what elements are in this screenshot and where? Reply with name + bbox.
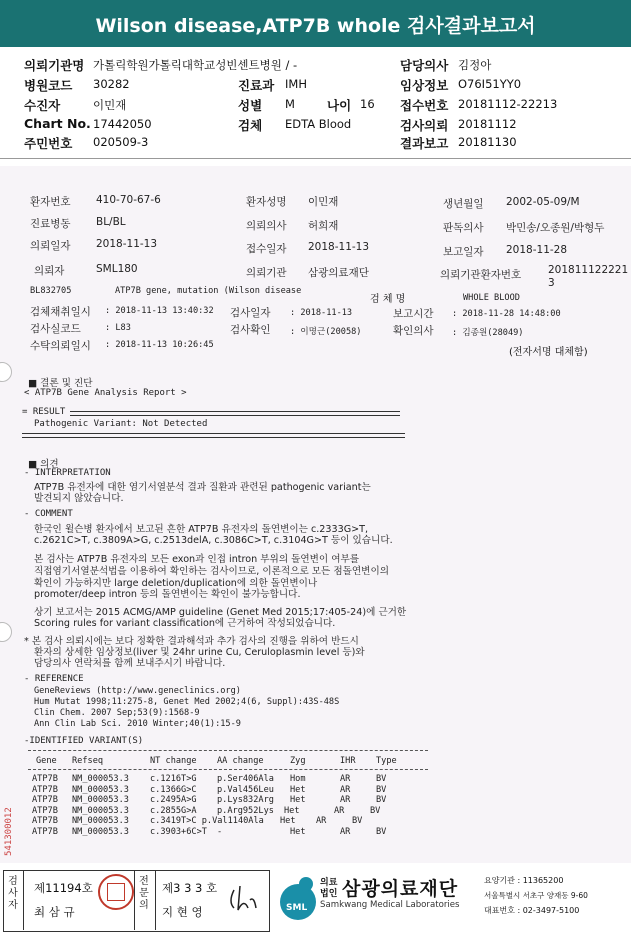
report-title: Wilson disease,ATP7B whole 검사결과보고서 <box>95 15 536 37</box>
header-value-dept: IMH <box>285 77 307 91</box>
scan-label-report-date: 보고일자 <box>443 246 484 258</box>
variant-cell: Het <box>290 827 306 837</box>
header-field-age: 나이 <box>327 98 352 113</box>
variant-cell: AR <box>340 795 351 806</box>
comment-line-6: promoter/deep intron 등의 돌연변이는 확인이 불가능합니다. <box>34 589 301 600</box>
header-value-hospital-code: 30282 <box>93 77 130 91</box>
org-name-english: Samkwang Medical Laboratories <box>320 900 460 910</box>
variant-cell: Het <box>280 816 296 827</box>
header-value-receipt-no: 20181112-22213 <box>458 97 558 111</box>
header-divider <box>0 158 631 159</box>
tester-name: 최 삼 규 <box>34 905 75 919</box>
comment-line-9: * 본 검사 의뢰시에는 보다 정확한 결과해석과 추가 검사의 진행을 위하여 반드시 <box>24 636 359 647</box>
scan-label-requester: 의뢰자 <box>34 265 65 277</box>
result-label: = RESULT <box>22 407 66 417</box>
interpretation-heading: - INTERPRETATION <box>24 468 111 478</box>
header-field-report-date: 결과보고 <box>400 136 449 151</box>
variants-header-cell: NT change <box>150 756 197 766</box>
variant-cell: p.Ser406Ala <box>217 774 274 784</box>
variant-cell: c.1216T>G <box>150 774 197 784</box>
variant-cell: c.3903+6C>T <box>150 827 207 837</box>
scan-label-report-time: 보고시간 <box>393 308 434 320</box>
comment-line-5: 확인이 가능하지만 large deletion/duplication에 의한 돌연변이나 <box>34 578 318 589</box>
variants-rule-header <box>28 769 428 770</box>
scan-value-req-doctor: 허희재 <box>308 220 339 232</box>
variant-cell: Hom <box>290 774 306 784</box>
scan-esign-note: (전자서명 대체함) <box>509 347 588 358</box>
scan-value-lab-code: : L83 <box>105 323 131 333</box>
variant-cell: - <box>217 827 223 837</box>
scan-value-collect-time: : 2018-11-13 13:40:32 <box>105 306 214 316</box>
scan-value-ward: BL/BL <box>96 216 126 228</box>
scan-value-req-date: 2018-11-13 <box>96 238 158 250</box>
variant-cell: c.2495A>G <box>150 795 197 806</box>
scan-label-patient-name: 환자성명 <box>246 196 287 208</box>
header-value-chart-no: 17442050 <box>93 117 152 131</box>
scan-label-confirm-doctor: 확인의사 <box>393 325 434 337</box>
official-seal-stamp <box>98 874 134 910</box>
scan-label-institution: 의뢰기관 <box>246 267 287 279</box>
variant-cell: AR <box>334 805 345 816</box>
variant-cell: BV <box>376 784 387 795</box>
scan-value-inst-patient-no-2: 3 <box>548 277 555 289</box>
variant-cell: NM_000053.3 <box>72 795 129 806</box>
variant-cell: NM_000053.3 <box>72 827 129 837</box>
variant-cell: Het <box>290 795 306 806</box>
identified-variants-heading: -IDENTIFIED VARIANT(S) <box>24 736 144 746</box>
specialist-license: 제3 3 3 호 <box>162 881 218 895</box>
punch-hole <box>0 622 12 642</box>
reference-2: Hum Mutat 1998;11:275-8, Genet Med 2002;4(6, Suppl):43S-48S <box>34 697 340 707</box>
scan-label-test-date: 검사일자 <box>230 307 271 319</box>
scan-value-receive-time: : 2018-11-13 10:26:45 <box>105 340 214 350</box>
comment-line-2: c.2621C>T, c.3809A>G, c.2513delA, c.3086C>T, c.3104G>T 등이 있습니다. <box>34 535 393 546</box>
scan-label-specimen: 검 체 명 <box>370 294 406 305</box>
header-field-institution: 의뢰기관명 <box>24 58 85 73</box>
variant-cell: c.3419T>C p.Val1140Ala <box>150 816 264 827</box>
variant-cell: Het <box>284 805 300 816</box>
header-field-receipt-no: 접수번호 <box>400 98 449 113</box>
header-value-institution: 가톨릭학원가톨릭대학교성빈센트병원 / - <box>93 58 298 72</box>
report-footer <box>0 868 631 935</box>
header-value-doctor: 김정아 <box>458 58 492 72</box>
variants-header-cell: Type <box>376 756 397 766</box>
variant-cell: c.1366G>C <box>150 784 197 795</box>
header-value-age: 16 <box>360 97 375 111</box>
scan-value-report-time: : 2018-11-28 14:48:00 <box>452 309 561 319</box>
reference-3: Clin Chem. 2007 Sep;53(9):1568-9 <box>34 708 200 718</box>
report-heading: < ATP7B Gene Analysis Report > <box>24 388 187 398</box>
header-field-chart-no: Chart No. <box>24 116 91 131</box>
scan-value-patient-id: 410-70-67-6 <box>96 194 161 206</box>
reference-1: GeneReviews (http://www.geneclinics.org) <box>34 686 241 696</box>
comment-line-4: 직접염기서열분석법을 이용하여 확인하는 검사이므로, 이론적으로 모든 점돌연변이의 <box>34 566 389 577</box>
handwritten-signature <box>226 882 262 914</box>
header-field-specimen: 검체 <box>238 118 263 133</box>
variant-cell: ATP7B <box>32 805 58 816</box>
header-value-clinical-info: O76I51YY0 <box>458 77 522 91</box>
scan-value-institution: 삼광의료재단 <box>308 267 369 279</box>
header-value-report-date: 20181130 <box>458 135 517 149</box>
section-conclusion: ■ 결론 및 진단 <box>28 378 93 389</box>
result-rule <box>70 411 400 416</box>
header-field-dept: 진료과 <box>238 78 275 93</box>
header-value-patient: 이민재 <box>93 98 127 112</box>
variant-cell: AR <box>340 827 351 837</box>
header-field-clinical-info: 임상정보 <box>400 78 449 93</box>
reference-heading: - REFERENCE <box>24 674 84 684</box>
tester-license: 제11194호 <box>34 881 93 895</box>
scan-value-test-date: : 2018-11-13 <box>290 308 353 318</box>
result-rule-bottom <box>22 433 405 438</box>
variant-cell: BV <box>376 827 387 837</box>
svg-text:SML: SML <box>286 903 308 913</box>
result-text: Pathogenic Variant: Not Detected <box>34 419 208 429</box>
comment-line-3: 본 검사는 ATP7B 유전자의 모든 exon과 인접 intron 부위의 돌연변이 여부를 <box>34 554 360 565</box>
org-address: 서울특별시 서초구 양재동 9-60 <box>484 891 588 900</box>
scan-test-name: ATP7B gene, mutation (Wilson disease <box>115 286 302 296</box>
variant-cell: AR <box>340 774 351 784</box>
sml-logo-icon <box>272 872 322 924</box>
comment-line-8: Scoring rules for variant classification에 근거하여 작성되었습니다. <box>34 618 336 629</box>
comment-heading: - COMMENT <box>24 509 73 519</box>
variants-header-cell: AA change <box>217 756 264 766</box>
variants-header-cell: Zyg <box>290 756 306 766</box>
header-value-resident-no: 020509-3 <box>93 135 149 149</box>
side-serial-number: 541300012 <box>4 807 14 856</box>
header-field-request-date: 검사의뢰 <box>400 118 449 133</box>
scan-label-test-confirm: 검사확인 <box>230 324 271 336</box>
interpretation-line-2: 발견되지 않았습니다. <box>34 493 124 504</box>
header-field-hospital-code: 병원코드 <box>24 78 73 93</box>
scan-value-patient-name: 이민재 <box>308 196 339 208</box>
variant-cell: NM_000053.3 <box>72 784 129 795</box>
scan-value-test-confirm: : 이명근(20058) <box>290 327 362 337</box>
variant-cell: BV <box>376 774 387 784</box>
variant-cell: AR <box>340 784 351 795</box>
header-value-sex: M <box>285 97 295 111</box>
variant-cell: ATP7B <box>32 827 58 837</box>
variant-cell: BV <box>376 795 387 806</box>
variant-cell: p.Val456Leu <box>217 784 274 795</box>
variants-header-cell: Gene <box>36 756 57 766</box>
reference-4: Ann Clin Lab Sci. 2010 Winter;40(1):15-9 <box>34 719 241 729</box>
org-phone: 대표번호 : 02-3497-5100 <box>484 906 580 915</box>
scan-label-lab-code: 검사실코드 <box>30 323 81 335</box>
variant-cell: ATP7B <box>32 795 58 806</box>
variant-cell: ATP7B <box>32 784 58 795</box>
header-field-sex: 성별 <box>238 98 263 113</box>
variants-header-cell: IHR <box>340 756 356 766</box>
scan-value-read-doctor: 박민송/오종원/박형두 <box>506 222 605 234</box>
label-tester: 검사자 <box>8 876 18 911</box>
variant-cell: Het <box>290 784 306 795</box>
header-value-specimen: EDTA Blood <box>285 117 352 131</box>
org-provider-code: 요양기관 : 11365200 <box>484 876 564 885</box>
variant-cell: BV <box>370 805 381 816</box>
variant-cell: p.Lys832Arg <box>217 795 274 806</box>
scan-test-code: BL832705 <box>30 286 72 296</box>
interpretation-line-1: ATP7B 유전자에 대한 염기서열분석 결과 질환과 관련된 pathogenic variant는 <box>34 482 371 493</box>
variant-cell: NM_000053.3 <box>72 774 129 784</box>
org-name: 삼광의료재단 <box>342 878 459 900</box>
header-field-resident-no: 주민번호 <box>24 136 73 151</box>
punch-hole <box>0 362 12 382</box>
scan-value-confirm-doctor: : 김종원(28049) <box>452 328 524 338</box>
comment-line-7: 상기 보고서는 2015 ACMG/AMP guideline (Genet Med 2015;17:405-24)에 근거한 <box>34 607 407 618</box>
variant-cell: p.Arg952Lys <box>217 805 274 816</box>
header-field-doctor: 담당의사 <box>400 58 449 73</box>
variant-cell: BV <box>352 816 363 827</box>
scan-label-read-doctor: 판독의사 <box>443 222 484 234</box>
scan-label-receipt-date: 접수일자 <box>246 243 287 255</box>
org-prefix: 의료법인 <box>320 878 338 899</box>
specialist-name: 지 현 영 <box>162 905 203 919</box>
comment-line-11: 담당의사 연락처를 함께 보내주시기 바랍니다. <box>34 658 226 669</box>
scan-value-dob: 2002-05-09/M <box>506 196 580 208</box>
scan-value-specimen: WHOLE BLOOD <box>463 293 520 303</box>
header-value-request-date: 20181112 <box>458 117 517 131</box>
scan-value-inst-patient-no: 201811122221 <box>548 264 629 276</box>
variants-header-cell: Refseq <box>72 756 104 766</box>
comment-line-10: 환자의 상세한 임상정보(liver 및 24hr urine Cu, Ceruloplasmin level 등)와 <box>34 647 365 658</box>
scan-label-inst-patient-no: 의뢰기관환자번호 <box>440 269 522 281</box>
header-field-patient: 수진자 <box>24 98 61 113</box>
variant-cell: c.2855G>A <box>150 805 197 816</box>
variant-cell: NM_000053.3 <box>72 805 129 816</box>
scan-label-dob: 생년월일 <box>443 198 484 210</box>
scan-label-req-date: 의뢰일자 <box>30 240 71 252</box>
variants-rule-top <box>28 750 428 751</box>
comment-line-1: 한국인 윌슨병 환자에서 보고된 흔한 ATP7B 유전자의 돌연변이는 c.2333G>T, <box>34 524 369 535</box>
variant-cell: ATP7B <box>32 816 58 827</box>
scan-label-receive-time: 수탁의뢰일시 <box>30 340 91 352</box>
report-title-bar <box>0 0 631 47</box>
scan-label-ward: 진료병동 <box>30 218 71 230</box>
section-opinion: ■ 의견 <box>28 459 59 470</box>
scan-label-req-doctor: 의뢰의사 <box>246 220 287 232</box>
scan-label-collect-time: 검체채취일시 <box>30 306 91 318</box>
scan-value-receipt-date: 2018-11-13 <box>308 241 370 253</box>
scan-label-patient-id: 환자번호 <box>30 196 71 208</box>
scan-value-report-date: 2018-11-28 <box>506 244 568 256</box>
label-specialist: 전문의 <box>139 876 149 911</box>
variant-cell: ATP7B <box>32 774 58 784</box>
variant-cell: AR <box>316 816 327 827</box>
scan-value-requester: SML180 <box>96 263 138 275</box>
variant-cell: NM_000053.3 <box>72 816 129 827</box>
scanned-report-page <box>0 166 631 863</box>
